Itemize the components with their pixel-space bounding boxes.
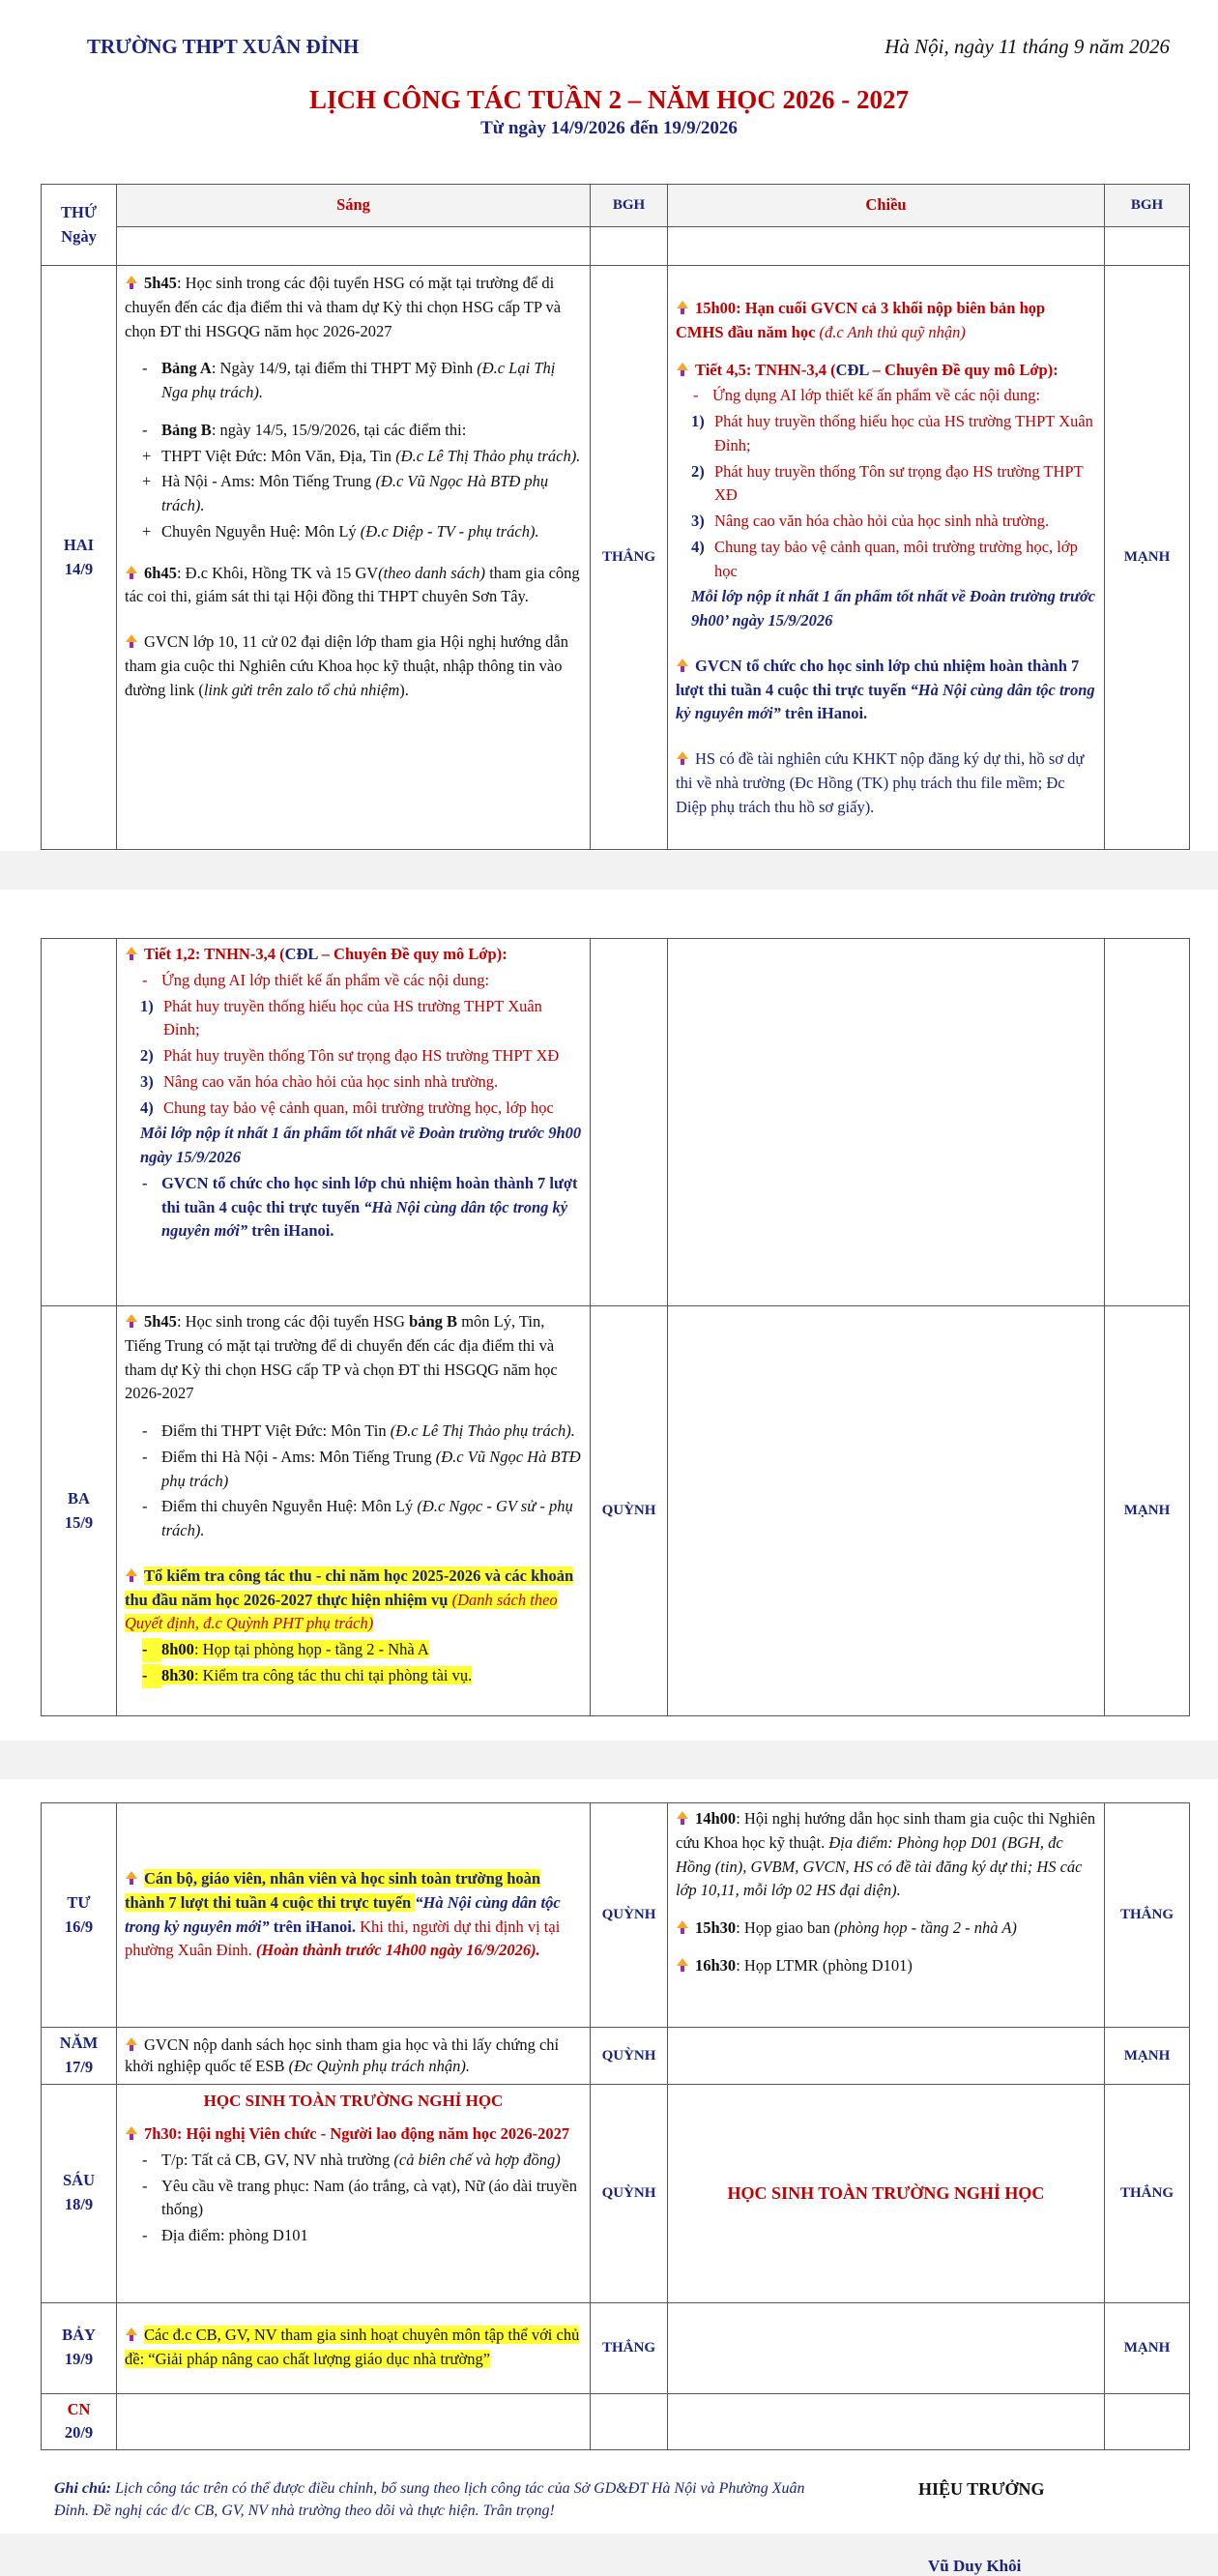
- board-label: Bảng A: [161, 359, 212, 378]
- bgh-column-header-2: BGH: [1105, 185, 1190, 227]
- bullet-icon: [125, 566, 138, 579]
- day-cell-wednesday: [42, 1803, 117, 2028]
- day-cell-sunday: [42, 2393, 117, 2450]
- bgh-afternoon-thursday: MẠNH: [1105, 2028, 1190, 2085]
- event-note: (đ.c Anh thủ quỹ nhận): [819, 322, 966, 341]
- footnote-label: Ghi chú:: [54, 2480, 112, 2497]
- day-cell-tuesday: [42, 1306, 117, 1716]
- monday-row: [42, 266, 1190, 850]
- bgh-afternoon-wednesday: THẮNG: [1105, 1803, 1190, 2028]
- afternoon-holiday-notice: HỌC SINH TOÀN TRƯỜNG NGHỈ HỌC: [668, 2084, 1105, 2302]
- saturday-row: [42, 2302, 1190, 2393]
- board-label: Bảng B: [161, 420, 212, 439]
- bgh-afternoon-friday: THẮNG: [1105, 2084, 1190, 2302]
- event-text: Địa điểm: phòng D101: [161, 2226, 308, 2244]
- list-item: Phát huy truyền thống hiếu học của HS trường THPT Xuân Đỉnh;: [163, 996, 542, 1039]
- signer-name: Vũ Duy Khôi: [928, 2557, 1022, 2575]
- event-note: link gửi trên zalo tổ chủ nhiệm: [203, 680, 400, 699]
- wednesday-row: [42, 1803, 1190, 2028]
- event-text: Khi thi, người dự thi định vị tại phường Xuân Đỉnh.: [125, 1917, 561, 1960]
- event-note: (Đ.c Ngọc - GV sử - phụ trách).: [161, 1497, 573, 1539]
- event-note: (phòng họp - tầng 2 - nhà A): [833, 1918, 1017, 1937]
- event-text: Hà Nội - Ams: Môn Tiếng Trung: [161, 472, 376, 491]
- event-text: : Học sinh trong các đội tuyển HSG: [176, 1312, 410, 1331]
- bullet-icon: [125, 947, 138, 960]
- event-text: : ngày 14/5, 15/9/2026, tại các điểm thi:: [211, 420, 467, 439]
- bgh-afternoon-saturday: MẠNH: [1105, 2302, 1190, 2393]
- bullet-icon: [125, 276, 138, 289]
- event-note: (Đ.c Vũ Ngọc Hà BTĐ phụ trách).: [161, 472, 549, 514]
- day-date: 14/9: [64, 559, 94, 578]
- thursday-row: [42, 2028, 1190, 2085]
- bullet-icon: [676, 1811, 689, 1825]
- bullet-icon: [676, 363, 689, 376]
- event-text: : Hội nghị hướng dẫn học sinh tham gia cuộc thi Nghiên cứu Khoa học kỹ thuật.: [676, 1809, 1096, 1852]
- day-name: SÁU: [62, 2171, 95, 2190]
- event-text: CĐL: [835, 360, 869, 379]
- list-item: Phát huy truyền thống hiếu học của HS trường THPT Xuân Đỉnh;: [714, 412, 1093, 454]
- day-name: BA: [68, 1488, 90, 1508]
- event-text: GVCN tổ chức cho học sinh lớp chủ nhiệm hoàn thành 7 lượt thi tuần 4 cuộc thi trực tuyến: [161, 1173, 578, 1216]
- document-footer: [0, 2450, 1218, 2576]
- event-text: : Họp giao ban: [736, 1918, 834, 1937]
- bgh-morning-wednesday: QUỲNH: [591, 1803, 668, 2028]
- event-text: tham gia công tác coi thi, giám sát thi tại Hội đồng thi THPT chuyên Sơn Tây.: [125, 563, 580, 606]
- event-quote: “Hà Nội cùng dân tộc trong kỷ nguyên mới”: [161, 1197, 568, 1241]
- event-text: Tiết 4,5: TNHN-3,4 (: [695, 360, 836, 379]
- day-name: TƯ: [67, 1892, 91, 1912]
- bgh-morning-thursday: QUỲNH: [591, 2028, 668, 2085]
- day-name: HAI: [63, 535, 95, 554]
- bullet-icon: [125, 2126, 138, 2140]
- event-text: : Họp LTMR (phòng D101): [736, 1955, 913, 1975]
- tuesday-afternoon: [668, 1306, 1105, 1716]
- day-date: 20/9: [64, 2423, 94, 2443]
- event-note: (Đ.c Lại Thị Nga phụ trách).: [161, 359, 556, 401]
- event-text: Ứng dụng AI lớp thiết kế ấn phẩm về các nội dung:: [712, 386, 1041, 405]
- event-text: Ứng dụng AI lớp thiết kế ấn phẩm về các nội dung:: [161, 970, 490, 989]
- day-date: 17/9: [64, 2057, 94, 2076]
- bullet-icon: [125, 634, 138, 648]
- thursday-morning: [117, 2028, 591, 2085]
- highlighted-event: Các đ.c CB, GV, NV tham gia sinh hoạt chuyên môn tập thể với chủ đề: “Giải pháp nâng cao chất lượng giáo dục nhà trường”: [125, 2326, 580, 2368]
- tuesday-row: [42, 1306, 1190, 1716]
- event-text: môn Lý, Tin, Tiếng Trung có mặt tại trường để di chuyển đến các địa điểm thi và tham dự Kỳ thi chọn HSG cấp TP và chọn ĐT thi HSGQG năm học 2026-2027: [125, 1312, 558, 1403]
- list-item: Phát huy truyền thống Tôn sư trọng đạo HS trường THPT XĐ: [714, 461, 1084, 505]
- day-date: 18/9: [64, 2195, 94, 2213]
- bullet-icon: [676, 301, 689, 314]
- event-text: : Ngày 14/9, tại điểm thi THPT Mỹ Đình: [211, 359, 478, 378]
- bullet-icon: [125, 1314, 138, 1328]
- board-label: bảng B: [409, 1312, 458, 1331]
- event-text: Điểm thi chuyên Nguyễn Huệ: Môn Lý: [161, 1497, 418, 1516]
- bgh-morning-monday: THẮNG: [591, 266, 668, 850]
- schedule-table-3: [41, 1802, 1190, 2450]
- event-text: : Kiểm tra công tác thu chi tại phòng tài vụ.: [193, 1665, 473, 1684]
- day-name: BẢY: [62, 2326, 96, 2345]
- list-item: Phát huy truyền thống Tôn sư trọng đạo HS trường THPT XĐ: [163, 1046, 560, 1065]
- event-note: (Đ.c Diệp - TV - phụ trách).: [360, 521, 539, 541]
- list-item: Chung tay bảo vệ cảnh quan, môi trường trường học, lớp học: [714, 537, 1078, 580]
- bullet-icon: [676, 1958, 689, 1972]
- event-note: (Đc Quỳnh phụ trách nhận).: [288, 2056, 471, 2075]
- friday-row: [42, 2084, 1190, 2302]
- bgh-morning-friday: QUỲNH: [591, 2084, 668, 2302]
- bullet-icon: [676, 659, 689, 672]
- bullet-icon: [125, 1871, 138, 1885]
- place-date: Hà Nội, ngày 11 tháng 9 năm 2026: [884, 35, 1170, 58]
- list-item: Nâng cao văn hóa chào hỏi của học sinh nhà trường.: [714, 512, 1050, 530]
- event-text: : Học sinh trong các đội tuyển HSG có mặt tại trường để di chuyển đến các địa điểm thi và tham dự Kỳ thi chọn HSG cấp TP và chọn ĐT thi HSGQG năm học 2026-2027: [125, 274, 562, 340]
- event-time: 8h00: [161, 1640, 194, 1658]
- event-text: – Chuyên Đề quy mô Lớp):: [317, 945, 508, 963]
- day-cell-thursday: [42, 2028, 117, 2085]
- event-text: GVCN nộp danh sách học sinh tham gia học và thi lấy chứng chỉ khởi nghiệp quốc tế ESB: [125, 2035, 560, 2075]
- school-name: TRƯỜNG THPT XUÂN ĐỈNH: [87, 35, 360, 58]
- bgh-morning-saturday: THẮNG: [591, 2302, 668, 2393]
- deadline-text: Mỗi lớp nộp ít nhất 1 ấn phẩm tốt nhất về Đoàn trường trước 9h00 ngày 15/9/2026: [140, 1124, 582, 1166]
- event-time: 5h45: [144, 1312, 177, 1331]
- event-text: Chuyên Nguyễn Huệ: Môn Lý: [161, 521, 361, 541]
- bgh-column-header: BGH: [591, 185, 668, 227]
- page-1: [0, 0, 1218, 851]
- event-note: (Đ.c Lê Thị Thảo phụ trách).: [390, 1421, 575, 1440]
- bgh-morning-tuesday: QUỲNH: [591, 1306, 668, 1716]
- monday-morning-continued: Tiết 1,2: TNHN-3,4 (CĐL – Chuyên Đề quy mô Lớp): - Ứng dụng AI lớp thiết kế ấn phẩm về các nội dung: 1) Phát huy truyền thống hiếu học của HS trường THPT Xuân Đỉnh; 2) Phát huy truyền thống Tôn sư trọng đạo HS trường THPT XĐ 3) Nâng cao văn hóa chào hỏi của học sinh nhà trường. 4) Chung tay bảo vệ cảnh quan, môi trường trường học, lớp học Mỗi lớp nộp ít nhất 1 ấn phẩm tốt nhất về Đoàn trường trước 9h00 ngày 15/9/2026 - GVCN tổ chức cho học sinh lớp chủ nhiệm hoàn thành 7 lượt thi tuần 4 cuộc thi trực tuyến “Hà Nội cùng dân tộc trong kỷ nguyên mới” trên iHanoi.: [117, 939, 591, 1306]
- day-cell-saturday: [42, 2302, 117, 2393]
- bullet-icon: [125, 1568, 138, 1582]
- event-text: trên iHanoi.: [780, 704, 868, 723]
- signer-title: HIỆU TRƯỞNG: [918, 2479, 1045, 2499]
- tuesday-morning: 5h45: Học sinh trong các đội tuyển HSG bảng B môn Lý, Tin, Tiếng Trung có mặt tại trường để di chuyển đến các địa điểm thi và tham dự Kỳ thi chọn HSG cấp TP và chọn ĐT thi HSGQG năm học 2026-2027 - Điểm thi THPT Việt Đức: Môn Tin (Đ.c Lê Thị Thảo phụ trách). - Điểm thi Hà Nội - Ams: Môn Tiếng Trung (Đ.c Vũ Ngọc Hà BTĐ phụ trách) - Điểm thi chuyên Nguyễn Huệ: Môn Lý (Đ.c Ngọc - GV sử - phụ trách). Tổ kiểm tra công tác thu - chi năm học 2025-2026 và các khoản thu đầu năm học 2026-2027 thực hiện nhiệm vụ (Danh sách theo Quyết định, đ.c Quỳnh PHT phụ trách) - 8h00: Họp tại phòng họp - tầng 2 - Nhà A - 8h30: Kiểm tra công tác thu chi tại phòng tài vụ.: [117, 1306, 591, 1716]
- table-header-row: [42, 185, 1190, 227]
- monday-afternoon: 15h00: Hạn cuối GVCN cả 3 khối nộp biên bản họp CMHS đầu năm học (đ.c Anh thủ quỹ nhận) Tiết 4,5: TNHN-3,4 (CĐL – Chuyên Đề quy mô Lớp): - Ứng dụng AI lớp thiết kế ấn phẩm về các nội dung: 1) Phát huy truyền thống hiếu học của HS trường THPT Xuân Đỉnh; 2) Phát huy truyền thống Tôn sư trọng đạo HS trường THPT XĐ 3) Nâng cao văn hóa chào hỏi của học sinh nhà trường. 4) Chung tay bảo vệ cảnh quan, môi trường trường học, lớp học Mỗi lớp nộp ít nhất 1 ấn phẩm tốt nhất về Đoàn trường trước 9h00’ ngày 15/9/2026 GVCN tổ chức cho học sinh lớp chủ nhiệm hoàn thành 7 lượt thi tuần 4 cuộc thi trực tuyến “Hà Nội cùng dân tộc trong kỷ nguyên mới” trên iHanoi. HS có đề tài nghiên cứu KHKT nộp đăng ký dự thi, hồ sơ dự thi về nhà trường (Đc Hồng (TK) phụ trách thu file mềm; Đc Diệp phụ trách thu hồ sơ giấy).: [668, 266, 1105, 850]
- bullet-icon: [676, 1920, 689, 1934]
- page-3: [0, 1779, 1218, 2575]
- page-2: [0, 890, 1218, 1741]
- friday-morning: HỌC SINH TOÀN TRƯỜNG NGHỈ HỌC 7h30: Hội nghị Viên chức - Người lao động năm học 2026-2027 - T/p: Tất cả CB, GV, NV nhà trường (cả biên chế và hợp đồng) - Yêu cầu về trang phục: Nam (áo trắng, cà vạt), Nữ (áo dài truyền thống) - Địa điểm: phòng D101: [117, 2084, 591, 2302]
- event-note: (Đ.c Lê Thị Thảo phụ trách).: [395, 446, 581, 465]
- list-item: Chung tay bảo vệ cảnh quan, môi trường trường học, lớp học: [163, 1098, 554, 1117]
- monday-continued-row: [42, 939, 1190, 1306]
- highlighted-event: Tổ kiểm tra công tác thu - chi năm học 2025-2026 và các khoản thu đầu năm học 2026-2027 thực hiện nhiệm vụ: [125, 1566, 574, 1609]
- morning-column-header: Sáng: [117, 185, 591, 227]
- day-header-line2: Ngày: [61, 226, 97, 246]
- event-note: (cả biên chế và hợp đồng): [393, 2150, 561, 2169]
- saturday-afternoon: [668, 2302, 1105, 2393]
- event-note: (theo danh sách): [378, 563, 486, 582]
- date-range: Từ ngày 14/9/2026 đến 19/9/2026: [480, 118, 738, 138]
- day-date: 16/9: [64, 1917, 94, 1936]
- deadline-text: (Hoàn thành trước 14h00 ngày 16/9/2026).: [255, 1941, 540, 1960]
- event-time: 14h00: [695, 1809, 737, 1828]
- schedule-table-1: [41, 184, 1190, 850]
- monday-morning: 5h45: Học sinh trong các đội tuyển HSG có mặt tại trường để di chuyển đến các địa điểm thi và tham dự Kỳ thi chọn HSG cấp TP và chọn ĐT thi HSGQG năm học 2026-2027 - Bảng A: Ngày 14/9, tại điểm thi THPT Mỹ Đình (Đ.c Lại Thị Nga phụ trách). - Bảng B: ngày 14/5, 15/9/2026, tại các điểm thi: + THPT Việt Đức: Môn Văn, Địa, Tin (Đ.c Lê Thị Thảo phụ trách). + Hà Nội - Ams: Môn Tiếng Trung (Đ.c Vũ Ngọc Hà BTĐ phụ trách). + Chuyên Nguyễn Huệ: Môn Lý (Đ.c Diệp - TV - phụ trách). 6h45: Đ.c Khôi, Hồng TK và 15 GV(theo danh sách) tham gia công tác coi thi, giám sát thi tại Hội đồng thi THPT chuyên Sơn Tây. GVCN lớp 10, 11 cử 02 đại diện lớp tham gia Hội nghị hướng dẫn tham gia cuộc thi Nghiên cứu Khoa học kỹ thuật, nhập thông tin vào đường link (link gửi trên zalo tổ chủ nhiệm).: [117, 266, 591, 850]
- page-title: LỊCH CÔNG TÁC TUẦN 2 – NĂM HỌC 2026 - 2027: [308, 85, 910, 114]
- event-text: trên iHanoi.: [269, 1917, 361, 1936]
- event-text: : Họp tại phòng họp - tầng 2 - Nhà A: [193, 1640, 429, 1658]
- event-text: Điểm thi THPT Việt Đức: Môn Tin: [161, 1421, 391, 1440]
- event-text: HS có đề tài nghiên cứu KHKT nộp đăng ký dự thi, hồ sơ dự thi về nhà trường (Đc Hồng (TK) phụ trách thu file mềm; Đc Diệp phụ trách thu hồ sơ giấy).: [676, 749, 1085, 816]
- bgh-afternoon-monday: MẠNH: [1105, 266, 1190, 850]
- event-time: 15h30: [695, 1918, 737, 1937]
- list-item: Nâng cao văn hóa chào hỏi của học sinh nhà trường.: [163, 1071, 499, 1091]
- day-cell-monday: [42, 266, 117, 850]
- sunday-row: [42, 2393, 1190, 2450]
- event-text: trên iHanoi.: [247, 1221, 334, 1241]
- event-text: Yêu cầu về trang phục: Nam (áo trắng, cà vạt), Nữ (áo dài truyền thống): [161, 2176, 577, 2219]
- event-time: 8h30: [161, 1665, 194, 1684]
- afternoon-column-header: Chiều: [668, 185, 1105, 227]
- holiday-notice: HỌC SINH TOÀN TRƯỜNG NGHỈ HỌC: [203, 2091, 504, 2110]
- thursday-afternoon: [668, 2028, 1105, 2085]
- bullet-icon: [125, 2037, 138, 2051]
- bgh-afternoon-tuesday: MẠNH: [1105, 1306, 1190, 1716]
- footnote-text: Lịch công tác trên có thể được điều chỉnh, bổ sung theo lịch công tác của Sở GD&ĐT Hà Nội và Phường Xuân Đỉnh. Đề nghị các đ/c CB, GV, NV nhà trường theo dõi và thực hiện. Trân trọng!: [54, 2480, 805, 2520]
- event-text: GVCN tổ chức cho học sinh lớp chủ nhiệm hoàn thành 7 lượt thi tuần 4 cuộc thi trực tuyến: [676, 656, 1080, 699]
- footnote: [54, 2477, 827, 2522]
- event-text: GVCN lớp 10, 11 cử 02 đại diện lớp tham gia Hội nghị hướng dẫn tham gia cuộc thi Nghiên cứu Khoa học kỹ thuật, nhập thông tin vào đường link (: [125, 632, 568, 699]
- event-text: THPT Việt Đức: Môn Văn, Địa, Tin: [161, 446, 396, 465]
- event-time: 16h30: [695, 1955, 737, 1975]
- event-time: 6h45: [144, 563, 177, 582]
- day-header-line1: THỨ: [61, 202, 97, 221]
- schedule-table-2: [41, 938, 1190, 1716]
- bullet-icon: [676, 751, 689, 765]
- day-name: CN: [67, 2399, 91, 2418]
- event-text: Tiết 1,2: TNHN-3,4 (: [144, 945, 285, 963]
- day-name: NĂM: [59, 2034, 99, 2052]
- event-text: ).: [399, 680, 409, 699]
- bullet-icon: [125, 2327, 138, 2341]
- event-text: T/p: Tất cả CB, GV, NV nhà trường: [161, 2150, 394, 2169]
- event-quote: “Hà Nội cùng dân tộc trong kỷ nguyên mới”: [676, 680, 1095, 723]
- event-time: 5h45: [144, 274, 177, 292]
- event-note: (Danh sách theo Quyết định, đ.c Quỳnh PHT phụ trách): [125, 1590, 558, 1633]
- event-text: Điểm thi Hà Nội - Ams: Môn Tiếng Trung: [161, 1447, 436, 1466]
- highlighted-event: Cán bộ, giáo viên, nhân viên và học sinh toàn trường hoàn thành 7 lượt thi tuần 4 cuộc thi trực tuyến: [125, 1869, 541, 1912]
- event-note: Địa điểm: Phòng họp D01 (BGH, đc Hồng (tin), GVBM, GVCN, HS có đề tài đăng ký dự thi; HS các lớp 10,11, mỗi lớp 02 HS đại diện).: [676, 1832, 1083, 1900]
- day-cell-friday: [42, 2084, 117, 2302]
- document-header: [0, 0, 1218, 184]
- event-text: CĐL: [284, 945, 318, 963]
- event-text: 7h30: Hội nghị Viên chức - Người lao động năm học 2026-2027: [144, 2124, 570, 2143]
- wednesday-afternoon: [668, 1803, 1105, 2028]
- event-text: – Chuyên Đề quy mô Lớp):: [868, 360, 1058, 379]
- event-quote: “Hà Nội cùng dân tộc trong kỷ nguyên mới”: [125, 1892, 561, 1936]
- day-date: 15/9: [64, 1512, 94, 1532]
- event-text: 15h00: Hạn cuối GVCN cả 3 khối nộp biên bản họp CMHS đầu năm học: [676, 299, 1046, 341]
- deadline-text: Mỗi lớp nộp ít nhất 1 ấn phẩm tốt nhất về Đoàn trường trước 9h00’ ngày 15/9/2026: [691, 587, 1096, 629]
- event-note: (Đ.c Vũ Ngọc Hà BTĐ phụ trách): [161, 1447, 581, 1490]
- saturday-morning: [117, 2302, 591, 2393]
- wednesday-morning: [117, 1803, 591, 2028]
- day-date: 19/9: [64, 2350, 94, 2368]
- day-column-header: [42, 185, 117, 266]
- event-text: : Đ.c Khôi, Hồng TK và 15 GV: [176, 563, 379, 582]
